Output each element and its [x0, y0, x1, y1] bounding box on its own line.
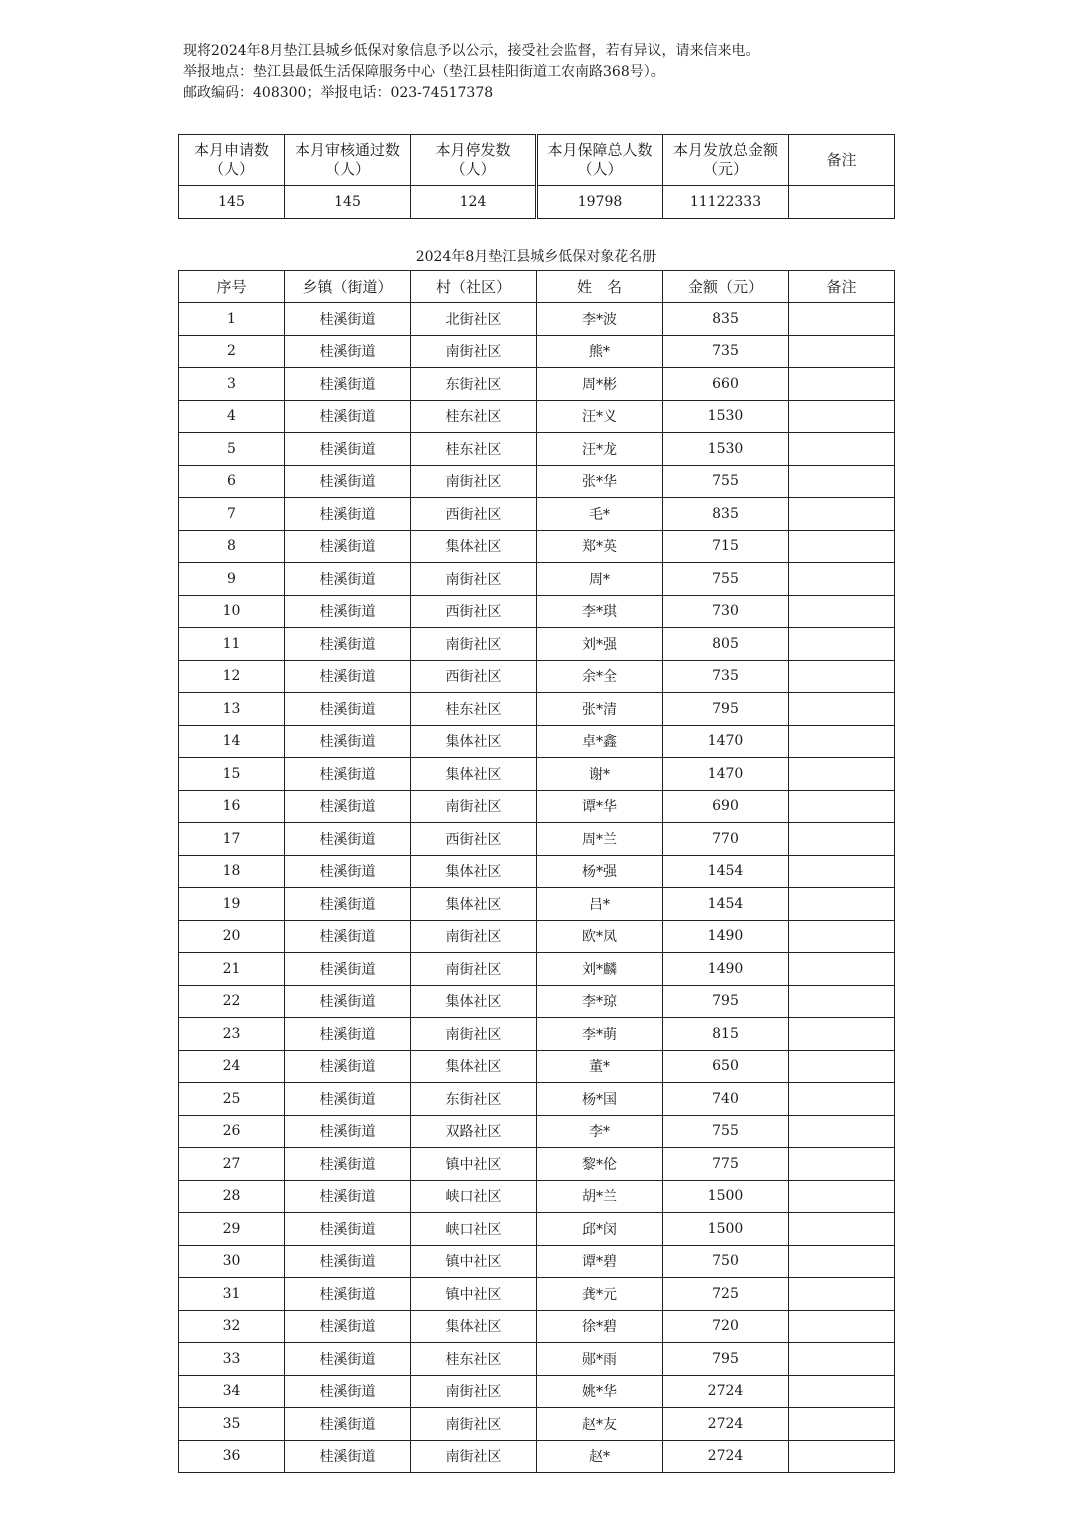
row-name: 杨*强: [537, 855, 663, 888]
table-row: [179, 1050, 895, 1083]
row-amount: 1454: [663, 855, 789, 888]
row-index: 18: [179, 855, 285, 888]
row-amount: 815: [663, 1018, 789, 1051]
row-name: 胡*兰: [537, 1180, 663, 1213]
row-name: 赵*友: [537, 1408, 663, 1441]
row-amount: 805: [663, 628, 789, 661]
row-remarks: [789, 1180, 895, 1213]
row-name: 周*兰: [537, 823, 663, 856]
row-index: 15: [179, 758, 285, 791]
row-amount: 755: [663, 563, 789, 596]
row-town: 桂溪街道: [285, 758, 411, 791]
row-index: 24: [179, 1050, 285, 1083]
row-town: 桂溪街道: [285, 888, 411, 921]
table-row: [179, 758, 895, 791]
table-row: [179, 1440, 895, 1473]
row-town: 桂溪街道: [285, 1213, 411, 1246]
row-index: 29: [179, 1213, 285, 1246]
row-name: 龚*元: [537, 1278, 663, 1311]
row-name: 卓*鑫: [537, 725, 663, 758]
row-community: 南街社区: [411, 1440, 537, 1473]
summary-header-stopped: 本月停发数 （人）: [411, 135, 537, 186]
row-town: 桂溪街道: [285, 1343, 411, 1376]
row-community: 峡口社区: [411, 1213, 537, 1246]
row-index: 25: [179, 1083, 285, 1116]
row-remarks: [789, 1213, 895, 1246]
row-amount: 735: [663, 335, 789, 368]
row-remarks: [789, 335, 895, 368]
row-amount: 795: [663, 693, 789, 726]
table-row: [179, 530, 895, 563]
row-community: 南街社区: [411, 465, 537, 498]
col-header-community: 村（社区）: [411, 271, 537, 303]
row-index: 34: [179, 1375, 285, 1408]
col-header-town: 乡镇（街道）: [285, 271, 411, 303]
row-amount: 1454: [663, 888, 789, 921]
roster-table: [178, 270, 895, 1473]
row-amount: 1490: [663, 920, 789, 953]
notice-line-3: 邮政编码：408300；举报电话：023-74517378: [183, 85, 494, 101]
row-amount: 1530: [663, 400, 789, 433]
row-index: 19: [179, 888, 285, 921]
table-row: [179, 628, 895, 661]
row-remarks: [789, 1050, 895, 1083]
row-remarks: [789, 888, 895, 921]
row-name: 谭*碧: [537, 1245, 663, 1278]
row-community: 桂东社区: [411, 693, 537, 726]
col-header-amount: 金额（元）: [663, 271, 789, 303]
summary-value-total-amount: 11122333: [663, 186, 789, 219]
row-community: 镇中社区: [411, 1278, 537, 1311]
row-name: 黎*伦: [537, 1148, 663, 1181]
row-name: 李*: [537, 1115, 663, 1148]
row-index: 4: [179, 400, 285, 433]
row-town: 桂溪街道: [285, 823, 411, 856]
row-community: 镇中社区: [411, 1245, 537, 1278]
row-index: 3: [179, 368, 285, 401]
col-header-name: 姓 名: [537, 271, 663, 303]
row-town: 桂溪街道: [285, 1148, 411, 1181]
notice-text: [183, 41, 760, 104]
row-community: 集体社区: [411, 1050, 537, 1083]
row-remarks: [789, 595, 895, 628]
row-index: 35: [179, 1408, 285, 1441]
row-town: 桂溪街道: [285, 368, 411, 401]
row-town: 桂溪街道: [285, 725, 411, 758]
row-index: 20: [179, 920, 285, 953]
row-index: 7: [179, 498, 285, 531]
row-town: 桂溪街道: [285, 1440, 411, 1473]
row-name: 谢*: [537, 758, 663, 791]
row-name: 郑*英: [537, 530, 663, 563]
table-row: [179, 335, 895, 368]
row-amount: 1530: [663, 433, 789, 466]
row-remarks: [789, 920, 895, 953]
table-row: [179, 465, 895, 498]
row-index: 10: [179, 595, 285, 628]
row-name: 李*萌: [537, 1018, 663, 1051]
row-index: 23: [179, 1018, 285, 1051]
row-town: 桂溪街道: [285, 953, 411, 986]
row-name: 刘*麟: [537, 953, 663, 986]
row-remarks: [789, 1018, 895, 1051]
row-index: 14: [179, 725, 285, 758]
summary-header-approved: 本月审核通过数 （人）: [285, 135, 411, 186]
row-town: 桂溪街道: [285, 595, 411, 628]
row-name: 吕*: [537, 888, 663, 921]
row-remarks: [789, 433, 895, 466]
row-community: 南街社区: [411, 1375, 537, 1408]
row-amount: 755: [663, 465, 789, 498]
summary-header-applications: 本月申请数 （人）: [179, 135, 285, 186]
row-community: 峡口社区: [411, 1180, 537, 1213]
row-community: 北街社区: [411, 303, 537, 336]
row-town: 桂溪街道: [285, 303, 411, 336]
table-row: [179, 855, 895, 888]
table-row: [179, 595, 895, 628]
row-community: 南街社区: [411, 920, 537, 953]
row-remarks: [789, 498, 895, 531]
row-index: 33: [179, 1343, 285, 1376]
table-row: [179, 498, 895, 531]
row-index: 8: [179, 530, 285, 563]
row-community: 桂东社区: [411, 433, 537, 466]
row-amount: 1500: [663, 1213, 789, 1246]
row-remarks: [789, 725, 895, 758]
row-town: 桂溪街道: [285, 530, 411, 563]
row-index: 1: [179, 303, 285, 336]
table-row: [179, 725, 895, 758]
row-community: 南街社区: [411, 790, 537, 823]
row-remarks: [789, 855, 895, 888]
row-community: 西街社区: [411, 660, 537, 693]
row-community: 双路社区: [411, 1115, 537, 1148]
row-remarks: [789, 1083, 895, 1116]
row-town: 桂溪街道: [285, 693, 411, 726]
row-remarks: [789, 400, 895, 433]
row-amount: 690: [663, 790, 789, 823]
row-amount: 715: [663, 530, 789, 563]
row-name: 李*琼: [537, 985, 663, 1018]
row-remarks: [789, 985, 895, 1018]
row-index: 21: [179, 953, 285, 986]
row-town: 桂溪街道: [285, 855, 411, 888]
row-name: 赵*: [537, 1440, 663, 1473]
table-row: [179, 1343, 895, 1376]
row-name: 欧*凤: [537, 920, 663, 953]
row-amount: 1470: [663, 725, 789, 758]
row-remarks: [789, 660, 895, 693]
row-remarks: [789, 530, 895, 563]
summary-value-total-people: 19798: [537, 186, 663, 219]
notice-line-1: 现将2024年8月垫江县城乡低保对象信息予以公示，接受社会监督，若有异议，请来信来电。: [183, 43, 760, 59]
row-community: 南街社区: [411, 628, 537, 661]
row-community: 东街社区: [411, 1083, 537, 1116]
table-row: [179, 400, 895, 433]
row-amount: 650: [663, 1050, 789, 1083]
row-community: 集体社区: [411, 855, 537, 888]
row-index: 5: [179, 433, 285, 466]
table-row: [179, 660, 895, 693]
row-community: 南街社区: [411, 1408, 537, 1441]
row-name: 姚*华: [537, 1375, 663, 1408]
row-name: 徐*碧: [537, 1310, 663, 1343]
row-town: 桂溪街道: [285, 335, 411, 368]
row-community: 南街社区: [411, 563, 537, 596]
row-name: 汪*义: [537, 400, 663, 433]
row-town: 桂溪街道: [285, 498, 411, 531]
roster-title: 2024年8月垫江县城乡低保对象花名册: [415, 249, 657, 265]
row-community: 东街社区: [411, 368, 537, 401]
summary-value-stopped: 124: [411, 186, 537, 219]
row-town: 桂溪街道: [285, 1018, 411, 1051]
notice-line-2: 举报地点：垫江县最低生活保障服务中心（垫江县桂阳街道工农南路368号）。: [183, 64, 665, 80]
row-amount: 725: [663, 1278, 789, 1311]
row-amount: 720: [663, 1310, 789, 1343]
summary-value-remarks: [789, 186, 895, 219]
table-row: [179, 1278, 895, 1311]
row-town: 桂溪街道: [285, 433, 411, 466]
row-amount: 2724: [663, 1375, 789, 1408]
row-name: 余*全: [537, 660, 663, 693]
row-index: 6: [179, 465, 285, 498]
row-community: 集体社区: [411, 985, 537, 1018]
row-community: 南街社区: [411, 953, 537, 986]
row-town: 桂溪街道: [285, 1408, 411, 1441]
row-name: 董*: [537, 1050, 663, 1083]
row-index: 17: [179, 823, 285, 856]
row-town: 桂溪街道: [285, 1180, 411, 1213]
row-town: 桂溪街道: [285, 400, 411, 433]
row-amount: 2724: [663, 1408, 789, 1441]
row-index: 2: [179, 335, 285, 368]
row-town: 桂溪街道: [285, 1245, 411, 1278]
row-community: 集体社区: [411, 725, 537, 758]
table-row: [179, 1213, 895, 1246]
row-community: 西街社区: [411, 595, 537, 628]
table-row: [179, 985, 895, 1018]
row-remarks: [789, 1343, 895, 1376]
row-community: 集体社区: [411, 530, 537, 563]
row-remarks: [789, 1408, 895, 1441]
row-remarks: [789, 693, 895, 726]
table-row: [179, 953, 895, 986]
table-row: [179, 1375, 895, 1408]
summary-value-approved: 145: [285, 186, 411, 219]
row-town: 桂溪街道: [285, 465, 411, 498]
row-community: 西街社区: [411, 823, 537, 856]
row-index: 9: [179, 563, 285, 596]
row-community: 集体社区: [411, 1310, 537, 1343]
row-remarks: [789, 1148, 895, 1181]
table-row: [179, 888, 895, 921]
row-remarks: [789, 1115, 895, 1148]
row-remarks: [789, 465, 895, 498]
row-name: 李*波: [537, 303, 663, 336]
row-amount: 1470: [663, 758, 789, 791]
row-index: 31: [179, 1278, 285, 1311]
row-name: 张*清: [537, 693, 663, 726]
table-row: [179, 368, 895, 401]
row-name: 谭*华: [537, 790, 663, 823]
row-remarks: [789, 1375, 895, 1408]
table-row: [179, 1083, 895, 1116]
row-town: 桂溪街道: [285, 1050, 411, 1083]
row-index: 12: [179, 660, 285, 693]
row-community: 桂东社区: [411, 400, 537, 433]
row-index: 22: [179, 985, 285, 1018]
row-index: 32: [179, 1310, 285, 1343]
roster-header-row: [179, 271, 895, 303]
row-name: 邱*闵: [537, 1213, 663, 1246]
row-remarks: [789, 1278, 895, 1311]
row-amount: 660: [663, 368, 789, 401]
row-community: 镇中社区: [411, 1148, 537, 1181]
summary-table: [178, 134, 895, 219]
row-remarks: [789, 1310, 895, 1343]
row-index: 27: [179, 1148, 285, 1181]
row-name: 李*琪: [537, 595, 663, 628]
row-amount: 795: [663, 985, 789, 1018]
row-amount: 775: [663, 1148, 789, 1181]
row-amount: 835: [663, 303, 789, 336]
row-community: 南街社区: [411, 1018, 537, 1051]
row-amount: 770: [663, 823, 789, 856]
table-row: [179, 433, 895, 466]
row-remarks: [789, 823, 895, 856]
row-name: 刘*强: [537, 628, 663, 661]
table-row: [179, 823, 895, 856]
row-town: 桂溪街道: [285, 985, 411, 1018]
col-header-index: 序号: [179, 271, 285, 303]
row-community: 西街社区: [411, 498, 537, 531]
row-name: 周*彬: [537, 368, 663, 401]
row-remarks: [789, 303, 895, 336]
row-index: 30: [179, 1245, 285, 1278]
row-remarks: [789, 1245, 895, 1278]
row-amount: 730: [663, 595, 789, 628]
summary-header-remarks: 备注: [789, 135, 895, 186]
table-row: [179, 1408, 895, 1441]
table-row: [179, 920, 895, 953]
row-amount: 1500: [663, 1180, 789, 1213]
row-town: 桂溪街道: [285, 660, 411, 693]
row-index: 36: [179, 1440, 285, 1473]
table-row: [179, 1180, 895, 1213]
row-name: 杨*国: [537, 1083, 663, 1116]
table-row: [179, 1115, 895, 1148]
row-name: 郧*雨: [537, 1343, 663, 1376]
summary-header-total-people: 本月保障总人数 （人）: [537, 135, 663, 186]
row-town: 桂溪街道: [285, 1278, 411, 1311]
table-row: [179, 1018, 895, 1051]
row-amount: 835: [663, 498, 789, 531]
row-remarks: [789, 1440, 895, 1473]
roster-body: [179, 303, 895, 1473]
row-amount: 2724: [663, 1440, 789, 1473]
summary-value-applications: 145: [179, 186, 285, 219]
table-row: [179, 1245, 895, 1278]
row-remarks: [789, 758, 895, 791]
row-amount: 795: [663, 1343, 789, 1376]
row-remarks: [789, 953, 895, 986]
row-index: 28: [179, 1180, 285, 1213]
row-community: 集体社区: [411, 758, 537, 791]
row-index: 26: [179, 1115, 285, 1148]
row-town: 桂溪街道: [285, 1375, 411, 1408]
row-remarks: [789, 628, 895, 661]
row-amount: 1490: [663, 953, 789, 986]
summary-value-row: [179, 186, 895, 219]
summary-header-total-amount: 本月发放总金额 （元）: [663, 135, 789, 186]
table-row: [179, 303, 895, 336]
row-amount: 740: [663, 1083, 789, 1116]
row-town: 桂溪街道: [285, 1310, 411, 1343]
row-amount: 735: [663, 660, 789, 693]
row-name: 熊*: [537, 335, 663, 368]
table-row: [179, 1310, 895, 1343]
row-index: 11: [179, 628, 285, 661]
row-remarks: [789, 790, 895, 823]
row-amount: 750: [663, 1245, 789, 1278]
row-remarks: [789, 368, 895, 401]
row-town: 桂溪街道: [285, 1115, 411, 1148]
row-name: 汪*龙: [537, 433, 663, 466]
row-town: 桂溪街道: [285, 563, 411, 596]
row-index: 16: [179, 790, 285, 823]
col-header-remarks: 备注: [789, 271, 895, 303]
row-amount: 755: [663, 1115, 789, 1148]
summary-header-row: [179, 135, 895, 186]
table-row: [179, 693, 895, 726]
row-community: 南街社区: [411, 335, 537, 368]
row-town: 桂溪街道: [285, 628, 411, 661]
row-remarks: [789, 563, 895, 596]
table-row: [179, 790, 895, 823]
row-index: 13: [179, 693, 285, 726]
row-community: 桂东社区: [411, 1343, 537, 1376]
table-row: [179, 563, 895, 596]
table-row: [179, 1148, 895, 1181]
row-town: 桂溪街道: [285, 1083, 411, 1116]
row-name: 毛*: [537, 498, 663, 531]
row-town: 桂溪街道: [285, 790, 411, 823]
row-community: 集体社区: [411, 888, 537, 921]
row-name: 张*华: [537, 465, 663, 498]
row-town: 桂溪街道: [285, 920, 411, 953]
row-name: 周*: [537, 563, 663, 596]
